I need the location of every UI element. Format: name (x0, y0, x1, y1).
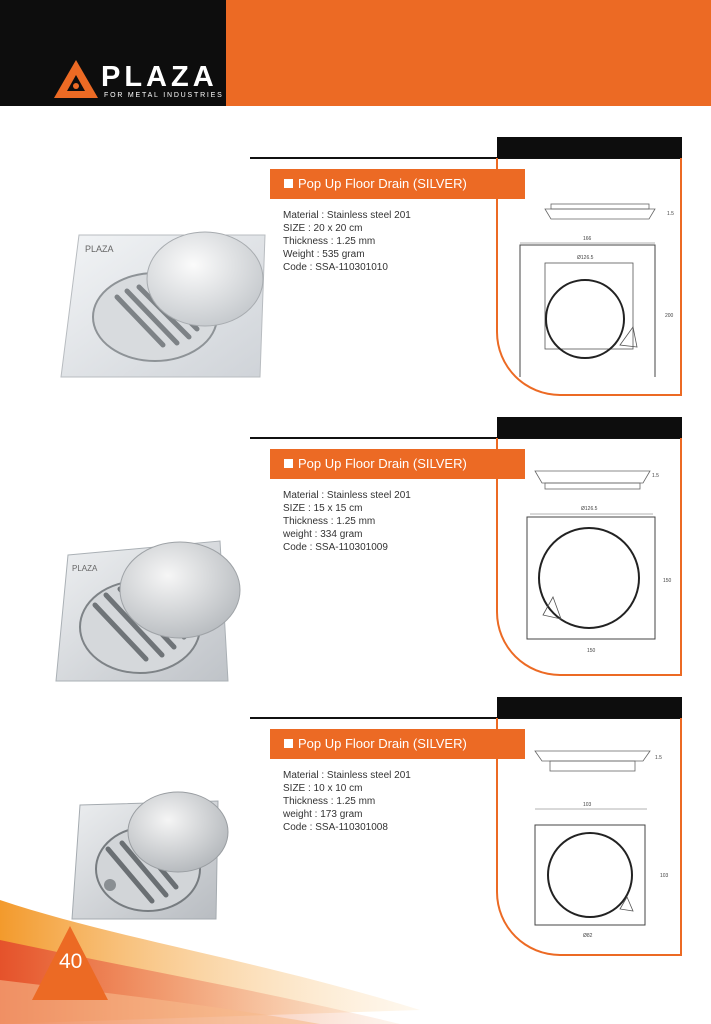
spec-thickness: Thickness : 1.25 mm (283, 796, 376, 807)
title-square-icon (284, 179, 293, 188)
product-title-bar (270, 169, 525, 199)
drawing-tab (497, 697, 682, 718)
spec-code: Code : SSA-110301008 (283, 822, 388, 833)
footer-swoosh-graphic (0, 880, 711, 1024)
spec-list (283, 209, 411, 274)
dim-bottom: 150 (587, 648, 596, 654)
photo-logo: PLAZA (85, 244, 114, 254)
dim-height: 1.5 (652, 473, 659, 479)
product-title-bar (270, 449, 525, 479)
dim-top: Ø126.5 (581, 506, 598, 512)
dim-bottom: Ø82 (583, 933, 593, 937)
spec-material: Material : Stainless steel 201 (283, 770, 411, 781)
spec-code: Code : SSA-110301010 (283, 262, 388, 273)
spec-size: SIZE : 15 x 15 cm (283, 503, 363, 514)
spec-material: Material : Stainless steel 201 (283, 490, 411, 501)
spec-code: Code : SSA-110301009 (283, 542, 388, 553)
drawing-tab (497, 137, 682, 158)
dim-side: 103 (660, 873, 669, 879)
dim-side: 200 (665, 313, 674, 319)
dim-height: 1.5 (655, 755, 662, 761)
dim-top: 166 (583, 236, 592, 242)
dim-ring: Ø126.5 (577, 255, 594, 261)
photo-logo: PLAZA (72, 564, 98, 573)
product-title: Pop Up Floor Drain (SILVER) (298, 176, 467, 191)
spec-list (283, 769, 411, 834)
product-photo (55, 217, 270, 382)
title-square-icon (284, 459, 293, 468)
product-section (0, 137, 711, 417)
spec-size: SIZE : 20 x 20 cm (283, 223, 363, 234)
brand-name: PLAZA (101, 61, 218, 93)
spec-weight: Weight : 535 gram (283, 249, 365, 260)
product-section (0, 417, 711, 697)
technical-drawing (515, 457, 675, 657)
product-title-bar (270, 729, 525, 759)
page-number: 40 (59, 950, 83, 973)
dim-height: 1.5 (667, 211, 674, 217)
dim-side: 150 (663, 578, 672, 584)
dim-top: 103 (583, 802, 592, 808)
title-square-icon (284, 739, 293, 748)
plaza-logo-icon (52, 58, 100, 100)
header-orange-band (226, 0, 711, 106)
spec-thickness: Thickness : 1.25 mm (283, 516, 376, 527)
spec-weight: weight : 334 gram (283, 529, 363, 540)
spec-material: Material : Stainless steel 201 (283, 210, 411, 221)
spec-weight: weight : 173 gram (283, 809, 363, 820)
product-photo (50, 535, 250, 685)
drawing-tab (497, 417, 682, 438)
spec-list (283, 489, 411, 554)
spec-size: SIZE : 10 x 10 cm (283, 783, 363, 794)
product-title: Pop Up Floor Drain (SILVER) (298, 456, 467, 471)
spec-thickness: Thickness : 1.25 mm (283, 236, 376, 247)
brand-tagline: FOR METAL INDUSTRIES (104, 92, 224, 99)
technical-drawing (515, 177, 675, 377)
product-title: Pop Up Floor Drain (SILVER) (298, 736, 467, 751)
